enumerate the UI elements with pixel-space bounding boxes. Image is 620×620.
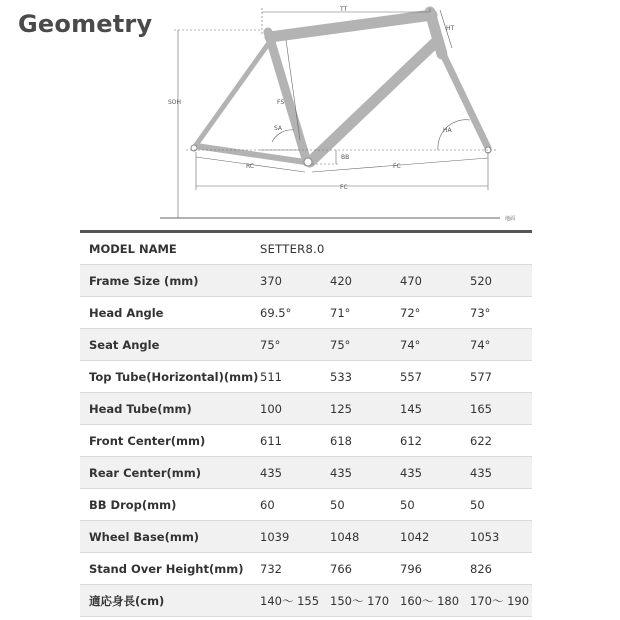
size-value-cell: 796 <box>391 553 461 585</box>
table-row <box>80 297 532 329</box>
row-label: Wheel Base(mm) <box>80 521 251 553</box>
page-title: Geometry <box>18 10 153 38</box>
size-value-cell: 71° <box>321 297 391 329</box>
table-row <box>80 457 532 489</box>
label-bb: BB <box>341 154 350 161</box>
label-sa: SA <box>274 125 283 132</box>
geometry-table <box>80 230 532 617</box>
size-value-cell: 533 <box>321 361 391 393</box>
size-value-cell: 74° <box>391 329 461 361</box>
size-value-cell: 165 <box>461 393 532 425</box>
size-value-cell: 73° <box>461 297 532 329</box>
table-row <box>80 489 532 521</box>
table-row <box>80 265 532 297</box>
size-value-cell: 74° <box>461 329 532 361</box>
table-row <box>80 329 532 361</box>
label-ha: HA <box>443 127 452 134</box>
row-label: Top Tube(Horizontal)(mm) <box>80 361 251 393</box>
row-label: 適応身長(cm) <box>80 585 251 617</box>
size-value-cell: 826 <box>461 553 532 585</box>
size-value-cell: 618 <box>321 425 391 457</box>
size-value-cell: 50 <box>461 489 532 521</box>
size-value-cell: 622 <box>461 425 532 457</box>
model-name-value: SETTER8.0 <box>251 232 532 265</box>
chain-stay <box>196 146 305 162</box>
table-row <box>80 393 532 425</box>
label-fc-bottom: FC <box>340 184 348 191</box>
model-name-label: MODEL NAME <box>80 232 251 265</box>
top-tube <box>270 15 432 37</box>
table-row-model-name <box>80 232 532 265</box>
size-value-cell: 1048 <box>321 521 391 553</box>
bike-frame <box>196 12 488 162</box>
size-value-cell: 69.5° <box>251 297 321 329</box>
size-value-cell: 732 <box>251 553 321 585</box>
size-value-cell: 145 <box>391 393 461 425</box>
size-value-cell: 72° <box>391 297 461 329</box>
size-value-cell: 611 <box>251 425 321 457</box>
size-value-cell: 1039 <box>251 521 321 553</box>
size-value-cell: 435 <box>391 457 461 489</box>
size-value-cell: 470 <box>391 265 461 297</box>
size-value-cell: 557 <box>391 361 461 393</box>
size-value-cell: 577 <box>461 361 532 393</box>
table-row <box>80 553 532 585</box>
row-label: Frame Size (mm) <box>80 265 251 297</box>
size-value-cell: 140～ 155 <box>251 585 321 617</box>
label-tt: TT <box>340 6 348 13</box>
size-value-cell: 420 <box>321 265 391 297</box>
table-row <box>80 521 532 553</box>
row-label: Front Center(mm) <box>80 425 251 457</box>
size-value-cell: 170～ 190 <box>461 585 532 617</box>
size-value-cell: 435 <box>251 457 321 489</box>
size-value-cell: 766 <box>321 553 391 585</box>
size-value-cell: 511 <box>251 361 321 393</box>
size-value-cell: 160～ 180 <box>391 585 461 617</box>
label-soh: SOH <box>168 99 182 106</box>
size-value-cell: 150～ 170 <box>321 585 391 617</box>
size-value-cell: 370 <box>251 265 321 297</box>
table-row <box>80 585 532 617</box>
size-value-cell: 75° <box>251 329 321 361</box>
seat-stay <box>196 40 271 145</box>
row-label: BB Drop(mm) <box>80 489 251 521</box>
down-tube <box>310 40 438 162</box>
size-value-cell: 75° <box>321 329 391 361</box>
dimension-lines <box>160 8 500 218</box>
table-row <box>80 425 532 457</box>
size-value-cell: 50 <box>321 489 391 521</box>
size-value-cell: 435 <box>321 457 391 489</box>
size-value-cell: 1042 <box>391 521 461 553</box>
table-row <box>80 361 532 393</box>
size-value-cell: 125 <box>321 393 391 425</box>
bike-geometry-diagram <box>0 0 620 230</box>
label-rc: RC <box>246 163 255 170</box>
bottom-bracket <box>304 158 312 166</box>
label-ht: HT <box>446 25 455 32</box>
label-fc-top: FC <box>393 163 401 170</box>
size-value-cell: 1053 <box>461 521 532 553</box>
size-value-cell: 50 <box>391 489 461 521</box>
row-label: Head Angle <box>80 297 251 329</box>
row-label: Stand Over Height(mm) <box>80 553 251 585</box>
size-value-cell: 612 <box>391 425 461 457</box>
size-value-cell: 60 <box>251 489 321 521</box>
row-label: Head Tube(mm) <box>80 393 251 425</box>
label-ground: 地面 <box>505 216 516 222</box>
size-value-cell: 520 <box>461 265 532 297</box>
size-value-cell: 100 <box>251 393 321 425</box>
row-label: Seat Angle <box>80 329 251 361</box>
label-fs: FS <box>277 99 285 106</box>
row-label: Rear Center(mm) <box>80 457 251 489</box>
size-value-cell: 435 <box>461 457 532 489</box>
